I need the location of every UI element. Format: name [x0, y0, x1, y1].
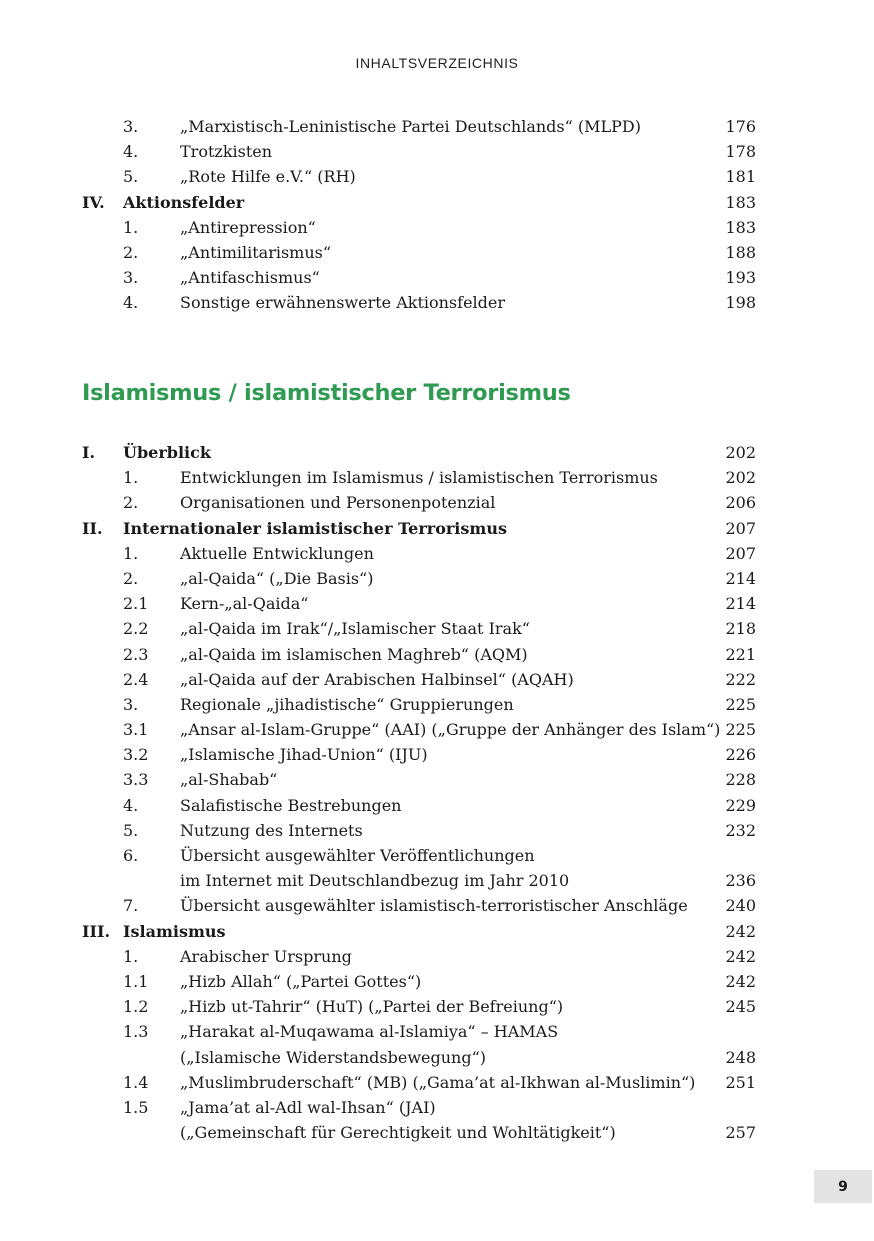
toc-entry-title: Sonstige erwähnenswerte Aktionsfelder	[180, 293, 506, 313]
toc-entry-title: Aktionsfelder	[123, 192, 245, 212]
toc-entry-title: „Hizb ut-Tahrir“ (HuT) („Partei der Befreiung“)	[180, 997, 564, 1017]
toc-page-number: 221	[725, 644, 756, 664]
toc-entry-number: 5.	[123, 167, 139, 187]
toc-page-number: 257	[725, 1123, 756, 1143]
toc-entry-number: 4.	[123, 142, 139, 162]
toc-entry-row	[82, 1095, 756, 1120]
toc-page-number: 236	[725, 871, 756, 891]
toc-page-number: 183	[725, 192, 756, 212]
toc-chapter-row	[82, 516, 756, 541]
toc-entry-row	[82, 868, 756, 893]
toc-entry-number: 2.	[123, 568, 139, 588]
toc-entry-title: „Marxistisch-Leninistische Partei Deutschlands“ (MLPD)	[180, 117, 641, 136]
toc-entry-row	[82, 265, 756, 290]
toc-entry-row	[82, 541, 756, 566]
toc-entry-row	[82, 591, 756, 616]
toc-entry-number: 3.3	[123, 770, 149, 790]
toc-page-number: 229	[725, 795, 756, 815]
toc-roman-numeral: I.	[82, 443, 96, 462]
toc-entry-row	[82, 667, 756, 692]
toc-entry-title: „Rote Hilfe e.V.“ (RH)	[180, 167, 356, 187]
toc-page-number: 242	[725, 921, 756, 941]
toc-entry-title: „Harakat al-Muqawama al-Islamiya“ – HAMAS	[180, 1022, 559, 1042]
toc-page-number: 218	[725, 619, 756, 639]
page-number-label: 9	[838, 1178, 848, 1195]
toc-entry-title: Nutzung des Internets	[180, 820, 363, 840]
toc-entry-row	[82, 1019, 756, 1044]
toc-page-number: 225	[725, 694, 756, 714]
toc-entry-number: 3.2	[123, 745, 149, 765]
toc-entry-row	[82, 566, 756, 591]
toc-page-number: 228	[725, 770, 756, 790]
toc-entry-row	[82, 1070, 756, 1095]
toc-entry-title: Islamismus	[123, 921, 226, 941]
toc-entry-row	[82, 139, 756, 164]
toc-page-number: 225	[725, 720, 756, 740]
toc-page-number: 178	[725, 142, 756, 162]
toc-chapter-row	[82, 440, 756, 465]
toc-entry-title: „al-Qaida im islamischen Maghreb“ (AQM)	[180, 644, 528, 664]
toc-entry-number: 3.	[123, 117, 139, 136]
toc-page-number: 240	[725, 896, 756, 916]
toc-entry-title: „Jama’at al-Adl wal-Ihsan“ (JAI)	[180, 1097, 436, 1117]
toc-entry-title: Trotzkisten	[180, 142, 273, 162]
toc-entry-number: 1.2	[123, 997, 149, 1017]
toc-entry-title: Internationaler islamistischer Terrorismus	[123, 518, 507, 538]
toc-entry-title: „al-Qaida im Irak“/„Islamischer Staat Irak“	[180, 619, 530, 639]
toc-entry-number: 3.	[123, 268, 139, 288]
toc-entry-row	[82, 490, 756, 515]
toc-page-number: 202	[725, 443, 756, 462]
toc-entry-row	[82, 818, 756, 843]
toc-entry-number: 2.	[123, 242, 139, 262]
toc-entry-title: „al-Qaida“ („Die Basis“)	[180, 568, 374, 588]
toc-entry-title: Übersicht ausgewählter Veröffentlichungen	[180, 846, 535, 865]
toc-entry-title: „Islamische Jihad-Union“ (IJU)	[180, 745, 428, 765]
toc-entry-title: Salafistische Bestrebungen	[180, 795, 402, 815]
toc-page-number: 207	[725, 543, 756, 563]
toc-page-number: 206	[725, 493, 756, 513]
toc-entry-number: 5.	[123, 820, 139, 840]
toc-entry-title: („Gemeinschaft für Gerechtigkeit und Wohltätigkeit“)	[180, 1123, 616, 1143]
toc-page-number: 251	[725, 1072, 756, 1092]
toc-entry-title: „Hizb Allah“ („Partei Gottes“)	[180, 971, 422, 991]
toc-entry-number: 7.	[123, 896, 139, 916]
toc-page-number: 242	[725, 971, 756, 991]
toc-entry-row	[82, 717, 756, 742]
running-head: INHALTSVERZEICHNIS	[355, 55, 519, 71]
toc-roman-numeral: III.	[82, 921, 111, 941]
toc-entry-row	[82, 742, 756, 767]
toc-entry-title: („Islamische Widerstandsbewegung“)	[180, 1047, 487, 1067]
toc-entry-title: Regionale „jihadistische“ Gruppierungen	[180, 694, 514, 714]
toc-entry-title: „Antimilitarismus“	[180, 242, 332, 262]
toc-entry-title: im Internet mit Deutschlandbezug im Jahr 2010	[180, 871, 570, 891]
toc-entry-number: 2.3	[123, 644, 149, 664]
toc-entry-row	[82, 994, 756, 1019]
toc-entry-row	[82, 969, 756, 994]
toc-entry-title: Entwicklungen im Islamismus / islamistischen Terrorismus	[180, 468, 658, 488]
toc-page-number: 207	[725, 518, 756, 538]
toc-page-number: 226	[725, 745, 756, 765]
toc-entry-title: „al-Qaida auf der Arabischen Halbinsel“ (AQAH)	[180, 669, 574, 689]
toc-page-number: 181	[725, 167, 756, 187]
toc-entry-row	[82, 843, 756, 868]
toc-entry-number: 1.	[123, 468, 139, 488]
toc-page-number: 176	[725, 117, 756, 136]
toc-entry-number: 1.	[123, 217, 139, 237]
toc-entry-row	[82, 642, 756, 667]
toc-entry-title: „Ansar al-Islam-Gruppe“ (AAI) („Gruppe der Anhänger des Islam“)	[180, 720, 721, 740]
toc-chapter-row	[82, 919, 756, 944]
toc-entry-number: 4.	[123, 795, 139, 815]
toc-entry-number: 1.3	[123, 1022, 149, 1042]
toc-entry-number: 6.	[123, 846, 139, 865]
toc-roman-numeral: IV.	[82, 192, 105, 212]
toc-entry-number: 1.1	[123, 971, 149, 991]
toc-page-number: 198	[725, 293, 756, 313]
toc-entry-number: 4.	[123, 293, 139, 313]
toc-main	[82, 440, 756, 1145]
toc-entry-row	[82, 290, 756, 315]
toc-entry-title: „Antifaschismus“	[180, 268, 320, 288]
toc-entry-row	[82, 1045, 756, 1070]
toc-entry-row	[82, 465, 756, 490]
toc-entry-number: 2.	[123, 493, 139, 513]
page-number	[814, 1170, 872, 1203]
toc-entry-row	[82, 692, 756, 717]
toc-page-number: 188	[725, 242, 756, 262]
toc-entry-row	[82, 215, 756, 240]
toc-page-number: 183	[725, 217, 756, 237]
toc-entry-row	[82, 164, 756, 189]
toc-entry-number: 1.5	[123, 1097, 149, 1117]
toc-entry-title: Organisationen und Personenpotenzial	[180, 493, 496, 513]
toc-entry-number: 2.4	[123, 669, 149, 689]
toc-entry-title: Aktuelle Entwicklungen	[180, 543, 374, 563]
toc-entry-number: 1.	[123, 543, 139, 563]
toc-entry-number: 3.	[123, 694, 139, 714]
toc-entry-number: 1.4	[123, 1072, 149, 1092]
toc-entry-row	[82, 767, 756, 792]
toc-roman-numeral: II.	[82, 518, 103, 538]
toc-entry-row	[82, 944, 756, 969]
toc-entry-row	[82, 1120, 756, 1145]
toc-page-number: 222	[725, 669, 756, 689]
toc-entry-row	[82, 240, 756, 265]
toc-page-number: 214	[725, 568, 756, 588]
toc-entry-number: 2.2	[123, 619, 149, 639]
toc-entry-title: Überblick	[123, 443, 211, 462]
section-heading: Islamismus / islamistischer Terrorismus	[82, 380, 571, 406]
toc-page-number: 242	[725, 946, 756, 966]
toc-top	[82, 114, 756, 316]
toc-entry-row	[82, 114, 756, 139]
toc-entry-title: Arabischer Ursprung	[180, 946, 352, 966]
toc-page-number: 248	[725, 1047, 756, 1067]
toc-entry-title: „Antirepression“	[180, 217, 316, 237]
toc-chapter-row	[82, 190, 756, 215]
toc-entry-title: Übersicht ausgewählter islamistisch-terroristischer Anschläge	[180, 896, 688, 916]
toc-page-number: 202	[725, 468, 756, 488]
toc-entry-number: 1.	[123, 946, 139, 966]
toc-page-number: 214	[725, 594, 756, 614]
toc-entry-title: „al-Shabab“	[180, 770, 278, 790]
toc-entry-title: „Muslimbruderschaft“ (MB) („Gama’at al-Ikhwan al-Muslimin“)	[180, 1072, 696, 1092]
toc-entry-row	[82, 893, 756, 918]
toc-page-number: 232	[725, 820, 756, 840]
toc-entry-number: 3.1	[123, 720, 149, 740]
toc-entry-row	[82, 793, 756, 818]
toc-entry-number: 2.1	[123, 594, 149, 614]
toc-entry-row	[82, 616, 756, 641]
toc-page-number: 245	[725, 997, 756, 1017]
toc-page-number: 193	[725, 268, 756, 288]
toc-entry-title: Kern-„al-Qaida“	[180, 594, 309, 614]
